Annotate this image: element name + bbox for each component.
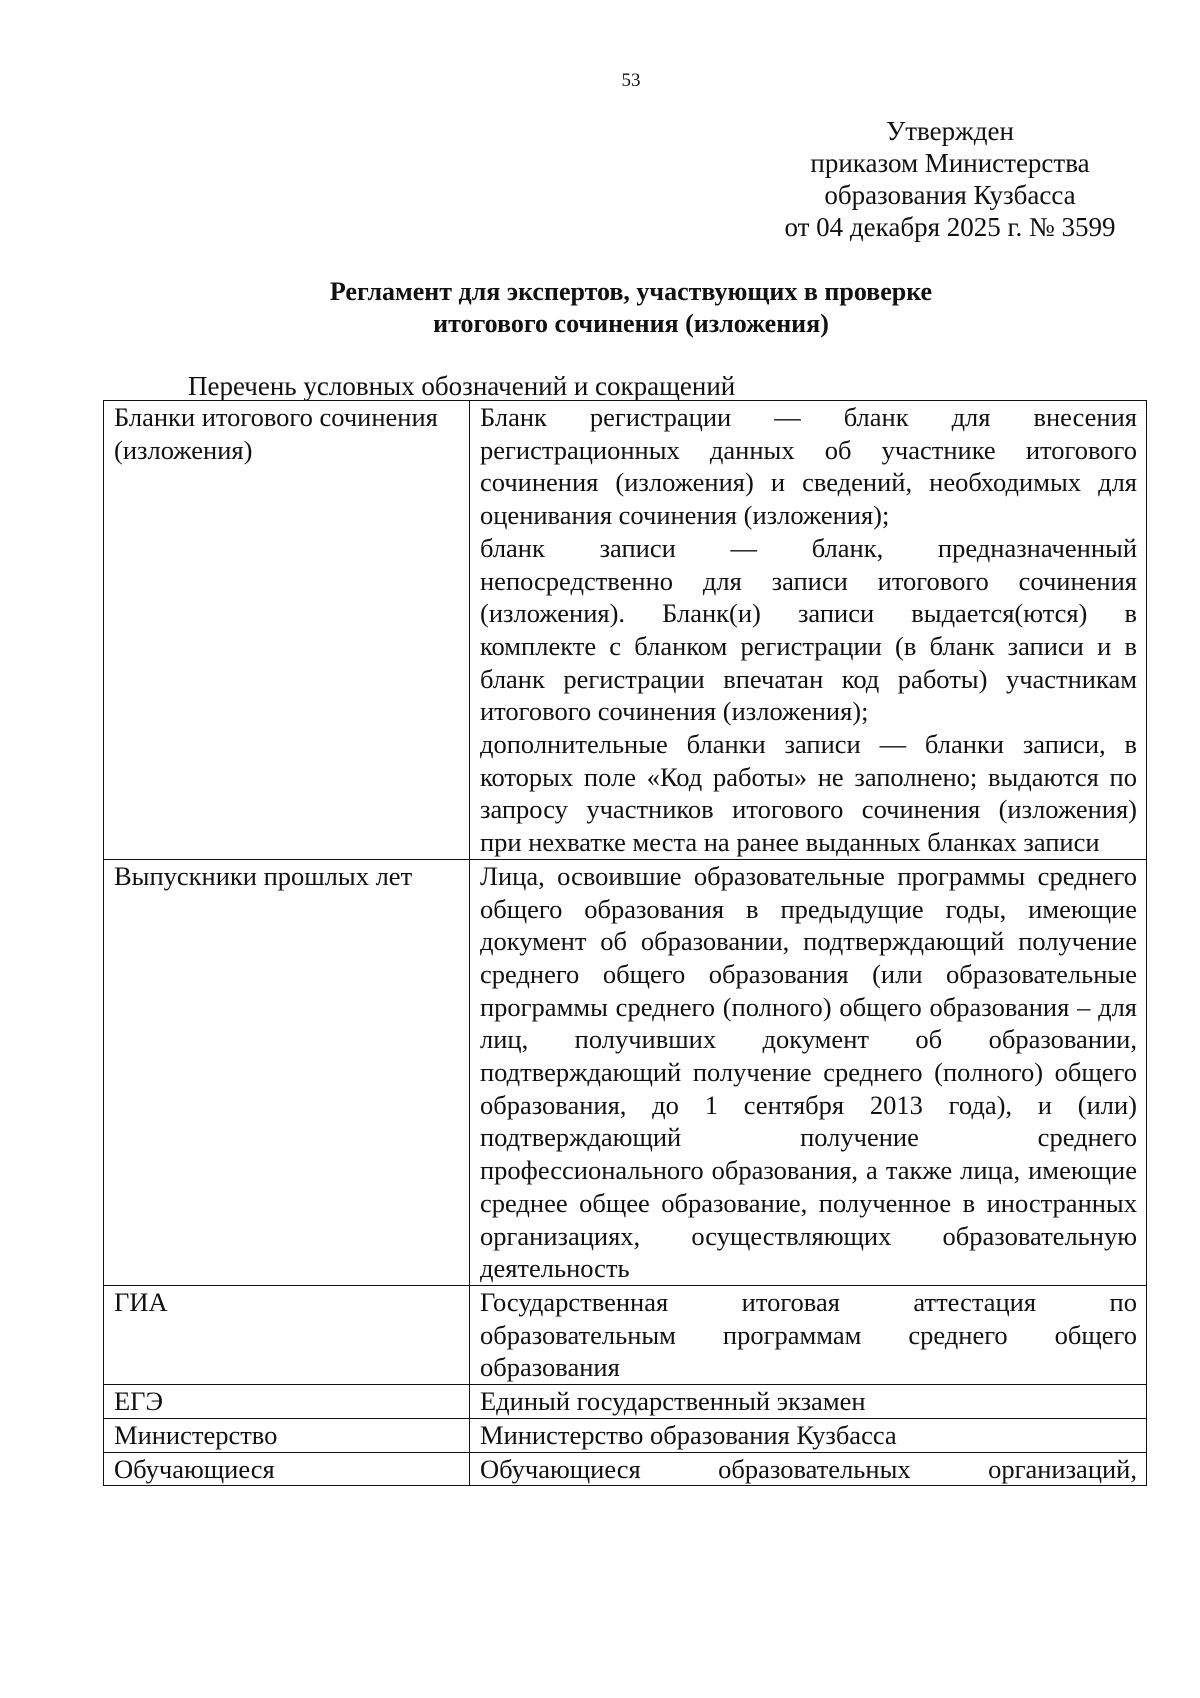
definition-paragraph: Единый государственный экзамен (480, 1386, 866, 1417)
approval-line: от 04 декабря 2025 г. № 3599 (784, 212, 1116, 242)
definition-paragraph: Бланк регистрации — бланк для внесения регистрационных данных об участнике итогового сочинения (изложения) и сведений, необходимых для оценивания сочинения (изложения); (480, 402, 1137, 531)
definition-paragraph: Обучающиеся образовательных организаций, (480, 1453, 1137, 1484)
term-cell: ГИА (104, 1285, 470, 1384)
definition-cell (470, 401, 1147, 860)
approval-stamp (760, 115, 1140, 243)
table-row (104, 1385, 1147, 1419)
definition-cell (470, 1418, 1147, 1452)
definition-paragraph: Лица, освоившие образовательные программы среднего общего образования в предыдущие годы, имеющие документ об образовании, подтверждающий получение среднего общего образования (или образовательные программы среднего (полного) общего образования – для лиц, получивших документ об образовании, подтверждающий получение среднего (полного) общего образования, до 1 сентября 2013 года), и (или) подтверждающий получение среднего профессионального образования, а также лица, имеющие среднее общее образование, полученное в иностранных организациях, осуществляющих образовательную деятельность (480, 860, 1137, 1284)
abbreviations-table (103, 400, 1147, 1486)
table-row (104, 1418, 1147, 1452)
page-number: 53 (621, 70, 641, 91)
definition-paragraph: Государственная итоговая аттестация по образовательным программам среднего общего образования (480, 1286, 1137, 1383)
definition-cell (470, 859, 1147, 1285)
term-cell: Выпускники прошлых лет (104, 859, 470, 1285)
definition-paragraph: дополнительные бланки записи — бланки записи, в которых поле «Код работы» не заполнено; выдаются по запросу участников итогового сочинения (изложения) при нехватке места на ранее выданных бланках записи (480, 729, 1137, 858)
table-row (104, 401, 1147, 860)
term-cell: Обучающиеся (104, 1452, 470, 1486)
title-line: итогового сочинения (изложения) (433, 309, 829, 338)
table-row (104, 1452, 1147, 1486)
abbreviations-heading: Перечень условных обозначений и сокращений (188, 371, 736, 401)
term-cell: ЕГЭ (104, 1385, 470, 1419)
term-cell: Министерство (104, 1418, 470, 1452)
table-row (104, 1285, 1147, 1384)
definition-paragraph: бланк записи — бланк, предназначенный непосредственно для записи итогового сочинения (изложения). Бланк(и) записи выдается(ются) в комплекте с бланком регистрации (в бланк записи и в бланк регистрации впечатан код работы) участникам итогового сочинения (изложения); (480, 532, 1137, 727)
approval-line: образования Кузбасса (824, 180, 1076, 210)
term-cell: Бланки итогового сочинения (изложения) (104, 401, 470, 860)
definition-cell (470, 1385, 1147, 1419)
approval-line: приказом Министерства (810, 148, 1090, 178)
approval-line: Утвержден (886, 116, 1014, 146)
title-line: Регламент для экспертов, участвующих в проверке (329, 277, 933, 306)
document-title (0, 276, 1200, 340)
table-row (104, 859, 1147, 1285)
definition-cell (470, 1285, 1147, 1384)
definition-cell (470, 1452, 1147, 1486)
definition-paragraph: Министерство образования Кузбасса (480, 1419, 897, 1450)
